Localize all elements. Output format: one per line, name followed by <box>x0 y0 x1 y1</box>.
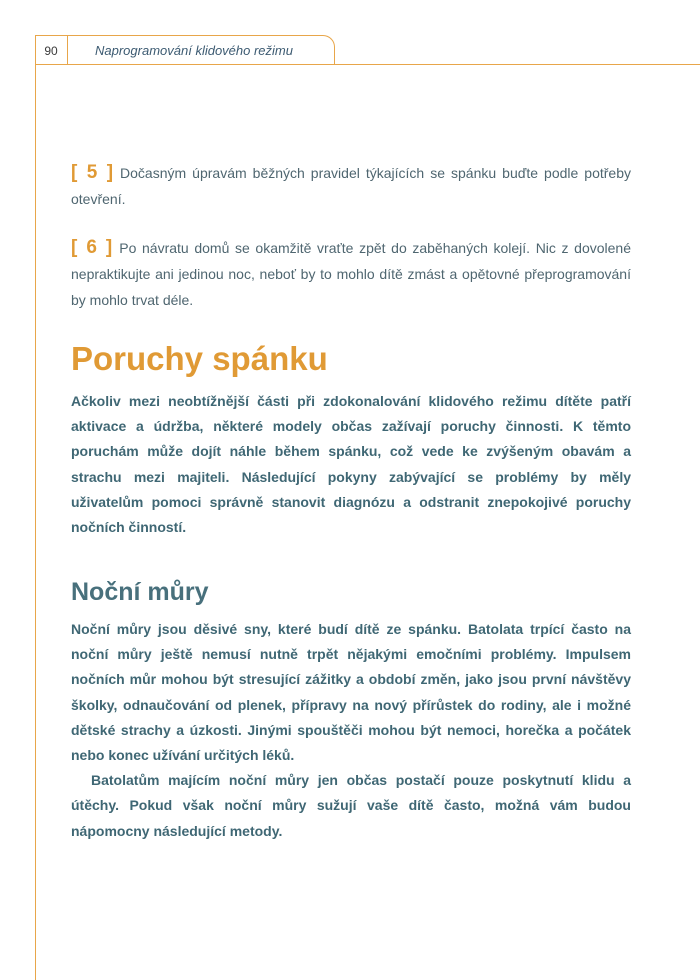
item-text: Dočasným úpravám běžných pravidel týkajících se spánku buďte podle potřeby otevření. <box>71 165 631 207</box>
numbered-item-6 <box>71 235 631 313</box>
header-tab-divider <box>67 35 68 64</box>
subsection-body <box>71 617 631 844</box>
item-text: Po návratu domů se okamžitě vraťte zpět do zaběhaných kolejí. Nic z dovolené nepraktikujte ani jedinou noc, neboť by to mohlo dítě zmást a opětovné přeprogramování by mohlo trvat déle. <box>71 240 631 308</box>
body-paragraph-2: Batolatům majícím noční můry jen občas postačí pouze poskytnutí klidu a útěchy. Pokud však noční můry sužují vaše dítě často, možná vám budou nápomocny následující metody. <box>71 772 631 839</box>
frame-left-line <box>35 64 36 980</box>
body-paragraph-1: Noční můry jsou děsivé sny, které budí dítě ze spánku. Batolata trpící často na noční můry ještě nemusí nutně trpět nějakými emočními problémy. Impulsem nočních můr mohou být stresující zážitky a období změn, jako jsou první návštěvy školky, odnaučování od plenek, přípravy na nový přírůstek do rodiny, ale i možné dětské strachy a úzkosti. Jinými spouštěči mohou být nemoci, horečka a počátek nebo konec užívání určitých léků. <box>71 621 631 764</box>
running-title: Naprogramování klidového režimu <box>95 43 293 58</box>
subsection-heading: Noční můry <box>71 578 209 606</box>
frame-top-line <box>35 64 700 65</box>
page-number: 90 <box>44 44 58 58</box>
numbered-item-5 <box>71 160 631 212</box>
item-number: [ 5 ] <box>71 162 115 183</box>
section-heading: Poruchy spánku <box>71 340 328 377</box>
intro-paragraph: Ačkoliv mezi neobtížnější části při zdokonalování klidového režimu dítěte patří aktivace a údržba, některé modely občas zažívají poruchy činnosti. K těmto poruchám může dojít náhle během spánku, což vede ke zvýšeným obavám a strachu mezi majiteli. Následující pokyny zabývající se problémy by měly uživatelům pomoci správně stanovit diagnózu a odstranit znepokojivé poruchy nočních činností. <box>71 393 631 536</box>
item-number: [ 6 ] <box>71 237 114 258</box>
section-intro <box>71 389 631 540</box>
